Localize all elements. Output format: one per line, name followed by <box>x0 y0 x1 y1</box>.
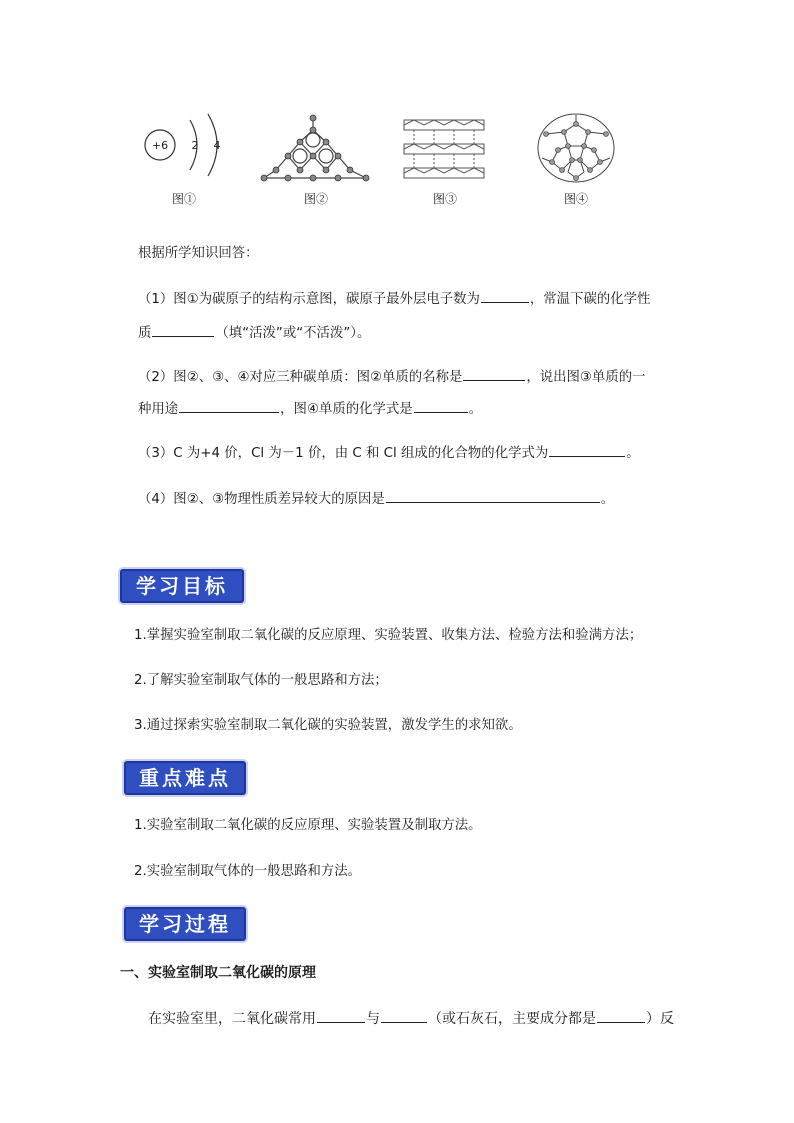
q4-line <box>138 488 614 510</box>
process-blank-3[interactable] <box>597 1008 645 1023</box>
process-heading: 一、实验室制取二氧化碳的原理 <box>120 965 316 981</box>
diamond-lattice-icon <box>258 112 378 188</box>
process-blank-1[interactable] <box>317 1008 365 1023</box>
q1-blank-electrons[interactable] <box>481 288 529 303</box>
graphite-structure <box>400 112 490 212</box>
fig4-label: 图④ <box>563 192 588 206</box>
objectives-badge: 学习目标 <box>120 569 244 603</box>
q2-blank-name[interactable] <box>463 366 525 381</box>
q2-text-d: ，图④单质的化学式是 <box>280 402 413 417</box>
process-text-d: ）反 <box>646 1011 674 1027</box>
process-badge: 学习过程 <box>124 907 246 941</box>
q4-blank-reason[interactable] <box>386 488 600 503</box>
q2-line1 <box>138 366 646 388</box>
process-text-b: 与 <box>366 1011 380 1027</box>
q2-text-a: （2）图②、③、④对应三种碳单质：图②单质的名称是 <box>138 370 463 385</box>
fig1-label: 图① <box>171 192 196 206</box>
q1-line1 <box>138 288 650 310</box>
intro-text: 根据所学知识回答： <box>138 246 259 261</box>
nucleus-charge: +6 <box>151 139 169 152</box>
key-points-badge: 重点难点 <box>124 761 246 795</box>
process-text-c: （或石灰石，主要成分都是 <box>428 1011 596 1027</box>
q1-text-b: ，常温下碳的化学性 <box>529 292 651 307</box>
fullerene-structure <box>528 112 628 212</box>
q1-blank-activity[interactable] <box>152 322 214 337</box>
q4-text-b: 。 <box>600 492 615 507</box>
q3-blank-formula[interactable] <box>549 442 625 457</box>
q1-text-c: 质 <box>138 326 152 341</box>
q1-text-d: （填“活泼”或“不活泼”）。 <box>215 326 371 341</box>
shell-2-count: 4 <box>213 139 221 152</box>
q3-text-a: （3）C 为+4 价，Cl 为－1 价，由 C 和 Cl 组成的化合物的化学式为 <box>138 446 549 461</box>
process-blank-2[interactable] <box>381 1008 427 1023</box>
key-point-item-1: 1.实验室制取二氧化碳的反应原理、实验装置及制取方法。 <box>134 818 482 833</box>
q2-line2 <box>138 398 482 420</box>
process-text-a: 在实验室里，二氧化碳常用 <box>148 1011 316 1027</box>
fig2-label: 图② <box>303 192 328 206</box>
q4-text-a: （4）图②、③物理性质差异较大的原因是 <box>138 492 385 507</box>
q2-text-c: 种用途 <box>138 402 179 417</box>
objective-item-2: 2.了解实验室制取气体的一般思路和方法； <box>134 673 388 688</box>
q1-line2 <box>138 322 370 344</box>
diamond-structure <box>258 112 378 212</box>
q2-text-e: 。 <box>468 402 483 417</box>
q2-blank-use[interactable] <box>179 398 279 413</box>
objective-item-1: 1.掌握实验室制取二氧化碳的反应原理、实验装置、收集方法、检验方法和验满方法； <box>134 628 643 643</box>
q3-line <box>138 442 640 464</box>
q2-blank-formula[interactable] <box>414 398 468 413</box>
q2-text-b: ，说出图③单质的一 <box>526 370 646 385</box>
process-paragraph <box>148 1008 674 1029</box>
graphite-layers-icon <box>400 112 490 188</box>
q1-text-a: （1）图①为碳原子的结构示意图，碳原子最外层电子数为 <box>138 292 480 307</box>
q3-text-b: 。 <box>626 446 640 461</box>
carbon-atom-diagram <box>138 112 238 212</box>
atom-structure-icon <box>138 112 238 182</box>
key-point-item-2: 2.实验室制取气体的一般思路和方法。 <box>134 864 362 879</box>
figures-row <box>128 112 648 212</box>
shell-1-count: 2 <box>191 139 199 152</box>
objective-item-3: 3.通过探索实验室制取二氧化碳的实验装置，激发学生的求知欲。 <box>134 718 522 733</box>
fullerene-cage-icon <box>528 112 628 188</box>
fig3-label: 图③ <box>432 192 457 206</box>
